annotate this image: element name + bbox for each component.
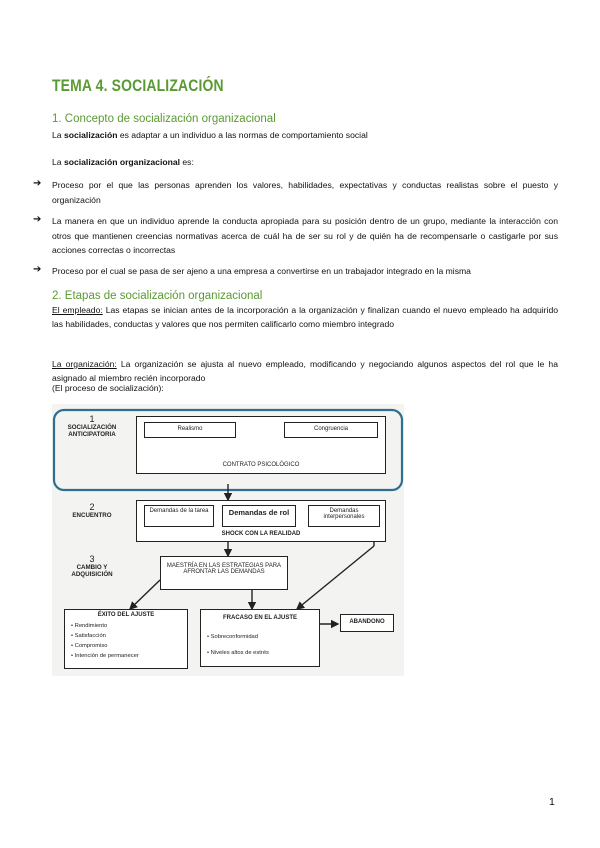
stage2-label: 2 ENCUENTRO — [72, 502, 112, 519]
page-title: TEMA 4. SOCIALIZACIÓN — [52, 76, 224, 95]
arrow-bullet-icon: ➔ — [33, 214, 42, 225]
abandono-box: ABANDONO — [340, 614, 394, 632]
bullet-item: La manera en que un individuo aprende la conducta apropiada para su posición dentro de un grupo, mediante la interacción con otros que mantienen creencias normativas acerca de cuál ha de ser su rol y de quién ha de recompensarle o castigarle por sus acciones correctas o incorrectas — [52, 216, 558, 255]
definition-paragraph: La socialización es adaptar a un individuo a las normas de comportamiento social — [52, 130, 368, 140]
arrow-to-fracaso — [297, 546, 374, 609]
exito-item: • Rendimiento — [71, 623, 108, 629]
socialization-diagram — [52, 404, 404, 676]
demandas-rol-box: Demandas de rol — [222, 505, 296, 527]
exito-ajuste-box: ÉXITO DEL AJUSTE • Rendimiento • Satisfacción • Compromiso • Intención de permanecer — [64, 609, 188, 669]
bullet-item: Proceso por el que las personas aprenden los valores, habilidades, expectativas y conductas realistas sobre el puesto y organización — [52, 180, 558, 205]
arrow-to-exito — [130, 580, 160, 609]
fracaso-ajuste-box: FRACASO EN EL AJUSTE • Sobreconformidad • Niveles altos de estrés — [200, 609, 320, 667]
exito-item: • Intención de permanecer — [71, 653, 139, 659]
organizacion-paragraph: La organización: La organización se ajusta al nuevo empleado, modificando y negociando algunos aspectos del rol que le ha asignado al miembro recién incorporado — [52, 359, 558, 383]
section2-heading: 2. Etapas de socialización organizacional — [52, 290, 263, 302]
congruencia-box: Congruencia — [284, 422, 378, 438]
page-number: 1 — [549, 796, 555, 808]
demandas-interpersonales-box: Demandas interpersonales — [308, 505, 380, 527]
realismo-box: Realismo — [144, 422, 236, 438]
figure-caption: (El proceso de socialización): — [52, 383, 164, 393]
fracaso-item: • Niveles altos de estrés — [207, 650, 269, 656]
exito-item: • Compromiso — [71, 643, 108, 649]
arrow-bullet-icon: ➔ — [33, 178, 42, 189]
empleado-paragraph: El empleado: Las etapas se inician antes de la incorporación a la organización y finalizan cuando el nuevo empleado ha adquirido las habilidades, conductas y valores que nos permiten calificarlo como miembro integrado — [52, 305, 558, 329]
fracaso-item: • Sobreconformidad — [207, 634, 259, 640]
bullet-item: Proceso por el cual se pasa de ser ajeno a una empresa a convertirse en un trabajador integrado en la misma — [52, 266, 471, 276]
contrato-psicologico-label: CONTRATO PSICOLÓGICO — [222, 462, 300, 468]
stage3-label: 3 CAMBIO Y ADQUISICIÓN — [71, 554, 113, 578]
arrow-bullet-icon: ➔ — [33, 264, 42, 275]
stage1-label: 1 SOCIALIZACIÓN ANTICIPATORIA — [67, 414, 117, 438]
exito-item: • Satisfacción — [71, 633, 106, 639]
section1-heading: 1. Concepto de socialización organizacional — [52, 113, 276, 125]
org-socialization-intro: La socialización organizacional es: — [52, 157, 194, 167]
demandas-tarea-box: Demandas de la tarea — [144, 505, 214, 527]
maestria-box: MAESTRÍA EN LAS ESTRATEGIAS PARA AFRONTAR LAS DEMANDAS — [160, 556, 288, 590]
shock-realidad-label: SHOCK CON LA REALIDAD — [221, 531, 301, 537]
